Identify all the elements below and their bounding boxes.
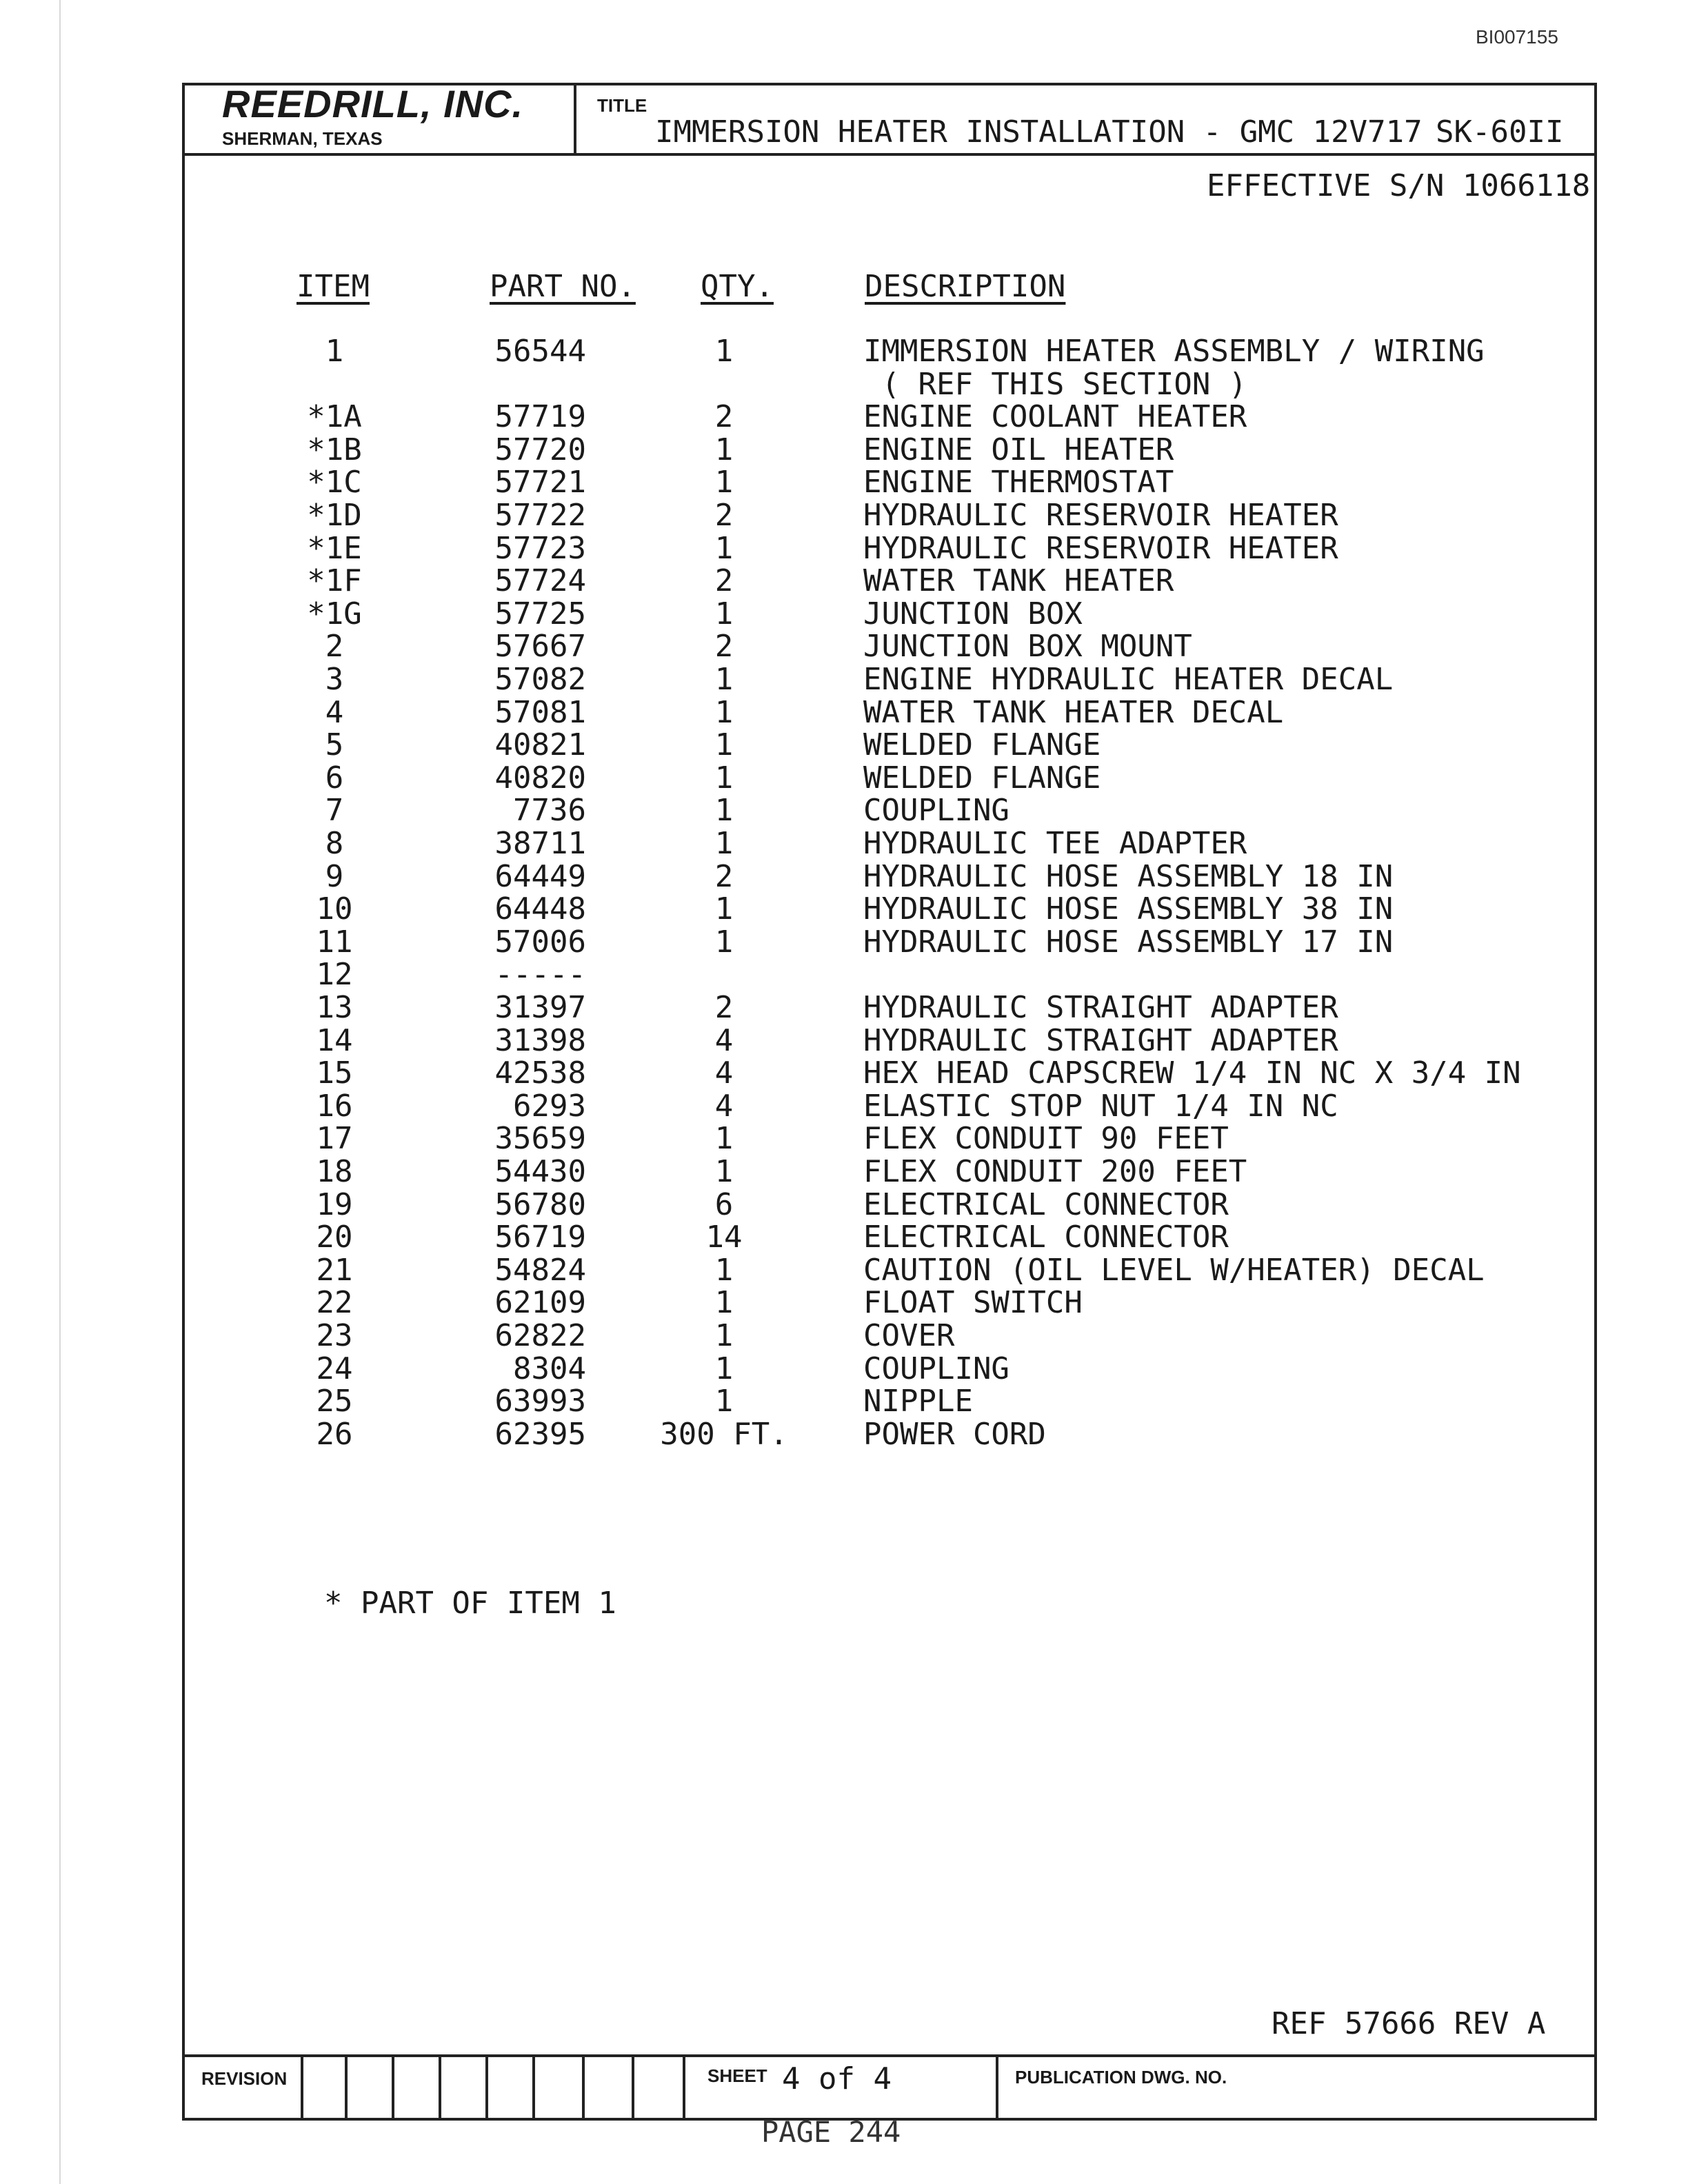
description: JUNCTION BOX MOUNT (863, 629, 1192, 665)
item-number: *1C (307, 465, 362, 501)
description: COUPLING (863, 793, 1009, 829)
part-number: 57723 (494, 530, 586, 566)
quantity: 1 (714, 1154, 734, 1189)
quantity: 2 (714, 563, 734, 599)
part-number: 57720 (494, 432, 586, 467)
description: FLEX CONDUIT 200 FEET (863, 1154, 1247, 1189)
sheet-label: SHEET (707, 2065, 767, 2086)
item-number: 2 (325, 629, 344, 665)
item-number: *1B (307, 432, 362, 467)
column-header-description: DESCRIPTION (865, 269, 1066, 304)
quantity: 2 (714, 399, 734, 435)
item-number: 17 (316, 1121, 353, 1157)
part-number: 31398 (494, 1022, 586, 1058)
part-number: 56544 (494, 334, 586, 369)
description: ENGINE THERMOSTAT (863, 465, 1174, 501)
quantity: 4 (714, 1055, 734, 1091)
item-number: 3 (325, 662, 344, 697)
reference-revision: REF 57666 REV A (1272, 2006, 1546, 2041)
part-number: 64449 (494, 858, 586, 894)
quantity: 1 (714, 334, 734, 369)
item-number: 22 (316, 1285, 353, 1321)
revision-cell-divider (345, 2056, 348, 2119)
description: HYDRAULIC HOSE ASSEMBLY 18 IN (863, 858, 1394, 894)
part-number: 54824 (494, 1252, 586, 1288)
description: ENGINE COOLANT HEATER (863, 399, 1247, 435)
drawing-title: IMMERSION HEATER INSTALLATION - GMC 12V717 (655, 114, 1423, 150)
item-number: 8 (325, 826, 344, 861)
description: WATER TANK HEATER DECAL (863, 694, 1284, 730)
quantity: 2 (714, 858, 734, 894)
part-number: 31397 (494, 990, 586, 1025)
publication-dwg-label: PUBLICATION DWG. NO. (1015, 2067, 1227, 2087)
item-number: 15 (316, 1055, 353, 1091)
description: HYDRAULIC TEE ADAPTER (863, 826, 1247, 861)
item-number: 13 (316, 990, 353, 1025)
quantity: 1 (714, 662, 734, 697)
part-number: ----- (494, 957, 586, 993)
item-number: 24 (316, 1351, 353, 1386)
quantity: 1 (714, 1384, 734, 1419)
part-number: 6293 (513, 1088, 586, 1124)
sheet-value: 4 of 4 (782, 2061, 892, 2096)
quantity: 1 (714, 530, 734, 566)
part-number: 42538 (494, 1055, 586, 1091)
quantity: 1 (714, 1252, 734, 1288)
item-number: 7 (325, 793, 344, 829)
description: HYDRAULIC STRAIGHT ADAPTER (863, 990, 1338, 1025)
item-number: 5 (325, 727, 344, 763)
revision-cell-divider (582, 2056, 585, 2119)
quantity: 6 (714, 1186, 734, 1222)
item-number: 6 (325, 760, 344, 796)
item-number: 11 (316, 924, 353, 960)
description: FLOAT SWITCH (863, 1285, 1083, 1321)
footnote: * PART OF ITEM 1 (324, 1586, 616, 1621)
part-number: 54430 (494, 1154, 586, 1189)
revision-cell-divider (392, 2056, 394, 2119)
quantity: 1 (714, 1318, 734, 1353)
description: ELASTIC STOP NUT 1/4 IN NC (863, 1088, 1338, 1124)
revision-cell-divider (485, 2056, 488, 2119)
revision-cell-divider (683, 2056, 685, 2119)
part-number: 62109 (494, 1285, 586, 1321)
part-number: 38711 (494, 826, 586, 861)
part-number: 7736 (513, 793, 586, 829)
description: WATER TANK HEATER (863, 563, 1174, 599)
part-number: 56719 (494, 1220, 586, 1255)
description: COUPLING (863, 1351, 1009, 1386)
description: WELDED FLANGE (863, 760, 1101, 796)
part-number: 57006 (494, 924, 586, 960)
quantity: 2 (714, 498, 734, 533)
revision-cell-divider (532, 2056, 535, 2119)
item-number: 1 (325, 334, 344, 369)
quantity: 1 (714, 432, 734, 467)
description: ELECTRICAL CONNECTOR (863, 1220, 1229, 1255)
part-number: 35659 (494, 1121, 586, 1157)
quantity: 14 (705, 1220, 743, 1255)
item-number: *1A (307, 399, 362, 435)
revision-label: REVISION (201, 2068, 288, 2089)
quantity: 1 (714, 727, 734, 763)
quantity: 1 (714, 924, 734, 960)
item-number: 26 (316, 1416, 353, 1452)
quantity: 4 (714, 1088, 734, 1124)
title-label: TITLE (597, 95, 647, 116)
title-block-divider (574, 83, 576, 154)
company-logo-text: REEDRILL, INC. (222, 82, 524, 125)
description: JUNCTION BOX (863, 596, 1083, 631)
company-location: SHERMAN, TEXAS (222, 128, 383, 149)
description: ( REF THIS SECTION ) (863, 366, 1247, 402)
item-number: 20 (316, 1220, 353, 1255)
quantity: 1 (714, 793, 734, 829)
column-header-part-no: PART NO. (490, 269, 636, 304)
item-number: 14 (316, 1022, 353, 1058)
part-number: 57724 (494, 563, 586, 599)
item-number: *1D (307, 498, 362, 533)
page-number: PAGE 244 (761, 2115, 901, 2149)
part-number: 57722 (494, 498, 586, 533)
quantity: 300 FT. (660, 1416, 788, 1452)
quantity: 1 (714, 826, 734, 861)
item-number: 10 (316, 891, 353, 927)
part-number: 40820 (494, 760, 586, 796)
quantity: 4 (714, 1022, 734, 1058)
item-number: 12 (316, 957, 353, 993)
description: HYDRAULIC STRAIGHT ADAPTER (863, 1022, 1338, 1058)
page-edge-rule (59, 0, 61, 2184)
part-number: 8304 (513, 1351, 586, 1386)
quantity: 1 (714, 760, 734, 796)
part-number: 56780 (494, 1186, 586, 1222)
revision-cell-divider (996, 2056, 998, 2119)
quantity: 1 (714, 1351, 734, 1386)
description: FLEX CONDUIT 90 FEET (863, 1121, 1229, 1157)
description: CAUTION (OIL LEVEL W/HEATER) DECAL (863, 1252, 1485, 1288)
description: COVER (863, 1318, 955, 1353)
description: WELDED FLANGE (863, 727, 1101, 763)
quantity: 1 (714, 1121, 734, 1157)
header-divider-line (182, 153, 1597, 156)
part-number: 64448 (494, 891, 586, 927)
item-number: 19 (316, 1186, 353, 1222)
item-number: 9 (325, 858, 344, 894)
description: IMMERSION HEATER ASSEMBLY / WIRING (863, 334, 1485, 369)
item-number: 18 (316, 1154, 353, 1189)
column-header-item: ITEM (297, 269, 370, 304)
quantity: 1 (714, 465, 734, 501)
description: NIPPLE (863, 1384, 973, 1419)
item-number: 25 (316, 1384, 353, 1419)
description: ENGINE OIL HEATER (863, 432, 1174, 467)
revision-cell-divider (439, 2056, 441, 2119)
description: HYDRAULIC RESERVOIR HEATER (863, 530, 1338, 566)
description: ELECTRICAL CONNECTOR (863, 1186, 1229, 1222)
quantity: 1 (714, 891, 734, 927)
description: HYDRAULIC HOSE ASSEMBLY 17 IN (863, 924, 1394, 960)
item-number: *1G (307, 596, 362, 631)
document-id: BI007155 (1476, 26, 1558, 48)
item-number: 23 (316, 1318, 353, 1353)
quantity: 1 (714, 1285, 734, 1321)
part-number: 62822 (494, 1318, 586, 1353)
sheet-code: SK-60II (1436, 114, 1564, 150)
quantity: 1 (714, 596, 734, 631)
quantity: 1 (714, 694, 734, 730)
part-number: 62395 (494, 1416, 586, 1452)
description: HYDRAULIC RESERVOIR HEATER (863, 498, 1338, 533)
part-number: 57719 (494, 399, 586, 435)
description: ENGINE HYDRAULIC HEATER DECAL (863, 662, 1394, 697)
description: HYDRAULIC HOSE ASSEMBLY 38 IN (863, 891, 1394, 927)
part-number: 40821 (494, 727, 586, 763)
effective-serial: EFFECTIVE S/N 1066118 (1207, 168, 1591, 203)
description: POWER CORD (863, 1416, 1046, 1452)
column-header-qty: QTY. (701, 269, 774, 304)
quantity: 2 (714, 629, 734, 665)
item-number: 16 (316, 1088, 353, 1124)
item-number: 21 (316, 1252, 353, 1288)
quantity: 2 (714, 990, 734, 1025)
revision-cell-divider (301, 2056, 303, 2119)
part-number: 57721 (494, 465, 586, 501)
item-number: *1F (307, 563, 362, 599)
part-number: 63993 (494, 1384, 586, 1419)
revision-cell-divider (632, 2056, 634, 2119)
description: HEX HEAD CAPSCREW 1/4 IN NC X 3/4 IN (863, 1055, 1521, 1091)
part-number: 57725 (494, 596, 586, 631)
item-number: *1E (307, 530, 362, 566)
item-number: 4 (325, 694, 344, 730)
part-number: 57667 (494, 629, 586, 665)
part-number: 57081 (494, 694, 586, 730)
part-number: 57082 (494, 662, 586, 697)
